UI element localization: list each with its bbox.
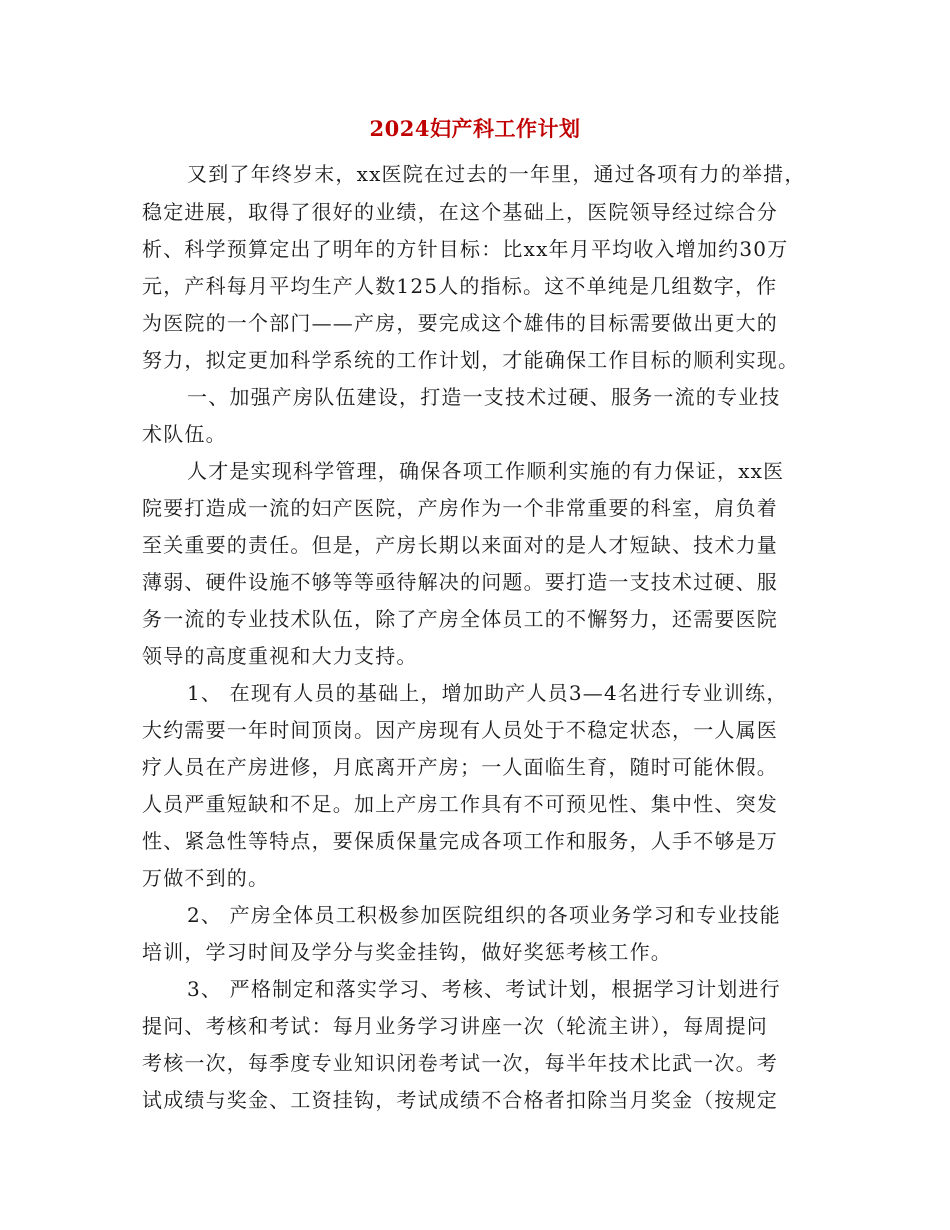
list-item-line: 试成绩与奖金、工资挂钩，考试成绩不合格者扣除当月奖金（按规定 (142, 1088, 778, 1112)
paragraph-line: 为医院的一个部门——产房，要完成这个雄伟的目标需要做出更大的 (142, 311, 778, 335)
paragraph-line: 析、科学预算定出了明年的方针目标：比xx年月平均收入增加约30万 (142, 237, 789, 261)
list-item-line: 2、 产房全体员工积极参加医院组织的各项业务学习和专业技能 (187, 903, 781, 927)
paragraph-line: 又到了年终岁末，xx医院在过去的一年里，通过各项有力的举措， (187, 162, 806, 186)
paragraph-line: 薄弱、硬件设施不够等等亟待解决的问题。要打造一支技术过硬、服 (142, 570, 778, 594)
list-item-line: 培训，学习时间及学分与奖金挂钩，做好奖惩考核工作。 (142, 940, 672, 964)
section-heading-line: 术队伍。 (142, 422, 227, 446)
list-item-line: 疗人员在产房进修，月底离开产房；一人面临生育，随时可能休假。 (142, 755, 778, 779)
list-item-line: 大约需要一年时间顶岗。因产房现有人员处于不稳定状态，一人属医 (142, 718, 778, 742)
paragraph-line: 院要打造成一流的妇产医院，产房作为一个非常重要的科室，肩负着 (142, 496, 778, 520)
paragraph-line: 人才是实现科学管理，确保各项工作顺利实施的有力保证，xx医 (187, 459, 785, 483)
paragraph-line: 努力，拟定更加科学系统的工作计划，才能确保工作目标的顺利实现。 (142, 348, 800, 372)
list-item-line: 考核一次，每季度专业知识闭卷考试一次，每半年技术比武一次。考 (142, 1051, 778, 1075)
list-item-line: 人员严重短缺和不足。加上产房工作具有不可预见性、集中性、突发 (142, 792, 778, 816)
paragraph-line: 至关重要的责任。但是，产房长期以来面对的是人才短缺、技术力量 (142, 533, 778, 557)
paragraph-line: 元，产科每月平均生产人数125人的指标。这不单纯是几组数字，作 (142, 274, 778, 298)
list-item-line: 1、 在现有人员的基础上，增加助产人员3—4名进行专业训练， (187, 681, 788, 705)
list-item-line: 3、 严格制定和落实学习、考核、考试计划，根据学习计划进行 (187, 977, 781, 1001)
list-item-line: 提问、考核和考试：每月业务学习讲座一次（轮流主讲），每周提问 (142, 1014, 768, 1038)
paragraph-line: 稳定进展，取得了很好的业绩，在这个基础上，医院领导经过综合分 (142, 200, 778, 224)
document-title: 2024妇产科工作计划 (369, 116, 581, 141)
paragraph-line: 领导的高度重视和大力支持。 (142, 644, 418, 668)
list-item-line: 性、紧急性等特点，要保质保量完成各项工作和服务，人手不够是万 (142, 829, 778, 853)
list-item-line: 万做不到的。 (142, 866, 270, 890)
paragraph-line: 务一流的专业技术队伍，除了产房全体员工的不懈努力，还需要医院 (142, 607, 778, 631)
section-heading-line: 一、加强产房队伍建设，打造一支技术过硬、服务一流的专业技 (187, 385, 781, 409)
